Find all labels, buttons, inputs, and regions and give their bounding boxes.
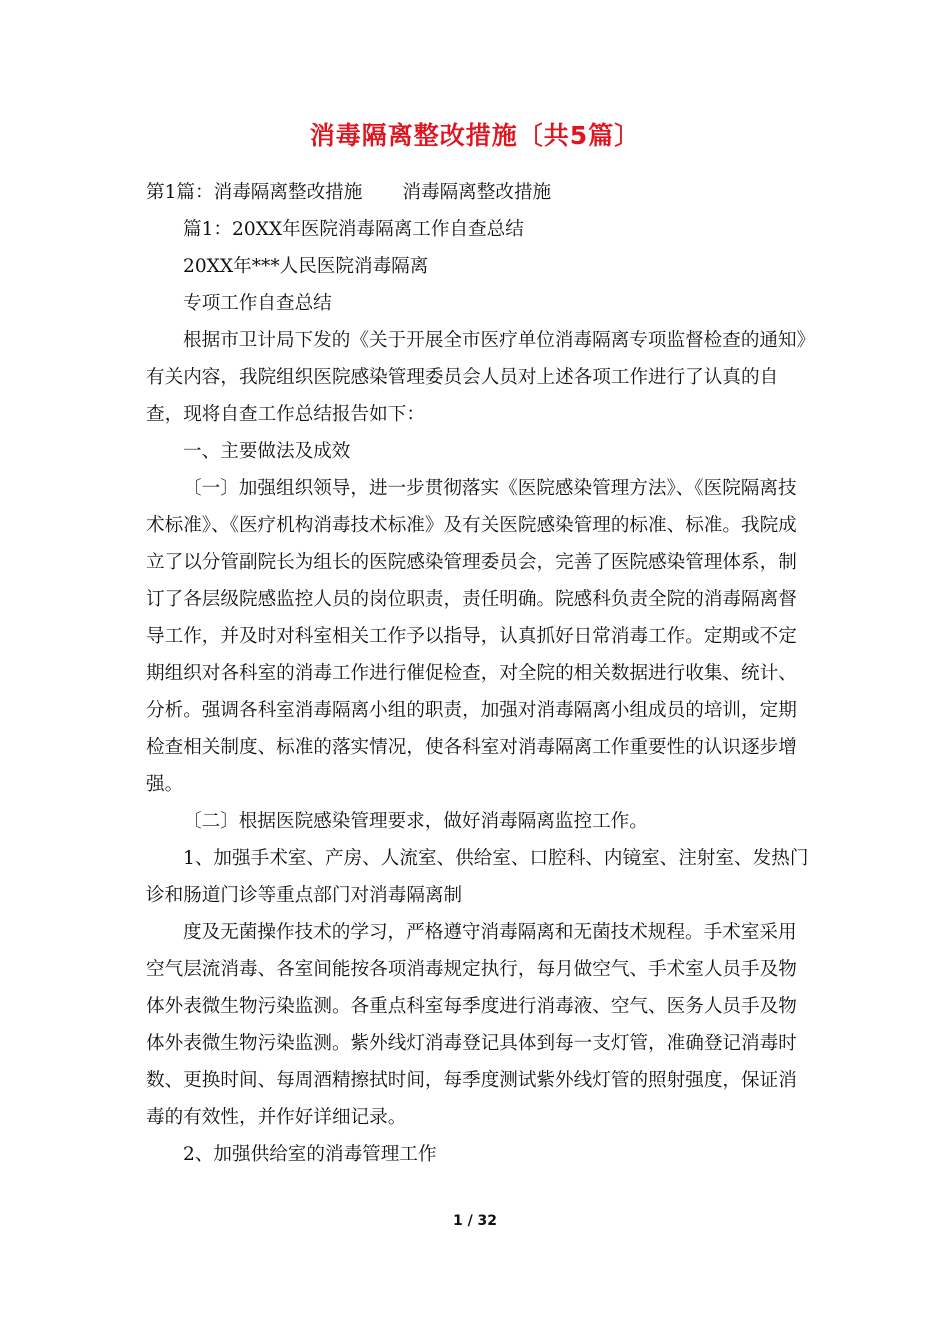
text-line: 篇1：20XX年医院消毒隔离工作自查总结 [183, 219, 524, 240]
paragraph: 根据市卫计局下发的《关于开展全市医疗单位消毒隔离专项监督检查的通知》有关内容，我院组织医院感染管理委员会人员对上述各项工作进行了认真的自查，现将自查工作总结报告如下： [146, 330, 806, 425]
text-line: 专项工作自查总结 [183, 293, 332, 314]
header-line-part1: 第1篇：消毒隔离整改措施 [146, 182, 363, 203]
header-line-part2: 消毒隔离整改措施 [402, 182, 552, 203]
document-title: 消毒隔离整改措施〔共5篇〕 [309, 121, 641, 150]
text-line: 20XX年***人民医院消毒隔离 [183, 256, 429, 277]
header-line [146, 174, 814, 211]
section-heading: 一、主要做法及成效 [183, 441, 351, 462]
paragraph: 2、加强供给室的消毒管理工作 [183, 1144, 437, 1165]
subsection-heading: 〔二〕根据医院感染管理要求，做好消毒隔离监控工作。 [183, 811, 648, 832]
paragraph: 〔一〕加强组织领导，进一步贯彻落实《医院感染管理方法》、《医院隔离技术标准》、《医疗机构消毒技术标准》及有关医院感染管理的标准、标准。我院成立了以分管副院长为组长的医院感染管理委员会，完善了医院感染管理体系，制订了各层级院感监控人员的岗位职责，责任明确。院感科负责全院的消毒隔离督导工作，并及时对科室相关工作予以指导，认真抓好日常消毒工作。定期或不定期组织对各科室的消毒工作进行催促检查，对全院的相关数据进行收集、统计、分析。强调各科室消毒隔离小组的职责，加强对消毒隔离小组成员的培训，定期检查相关制度、标准的落实情况，使各科室对消毒隔离工作重要性的认识逐步增强。 [146, 478, 797, 795]
page-number: 1 / 32 [452, 1213, 498, 1229]
paragraph: 度及无菌操作技术的学习，严格遵守消毒隔离和无菌技术规程。手术室采用空气层流消毒、各室间能按各项消毒规定执行，每月做空气、手术室人员手及物体外表微生物污染监测。各重点科室每季度进行消毒液、空气、医务人员手及物体外表微生物污染监测。紫外线灯消毒登记具体到每一支灯管，准确登记消毒时数、更换时间、每周酒精擦拭时间，每季度测试紫外线灯管的照射强度，保证消毒的有效性，并作好详细记录。 [146, 922, 797, 1128]
document-body [146, 174, 814, 1173]
paragraph: 1、加强手术室、产房、人流室、供给室、口腔科、内镜室、注射室、发热门诊和肠道门诊等重点部门对消毒隔离制 [146, 848, 809, 906]
